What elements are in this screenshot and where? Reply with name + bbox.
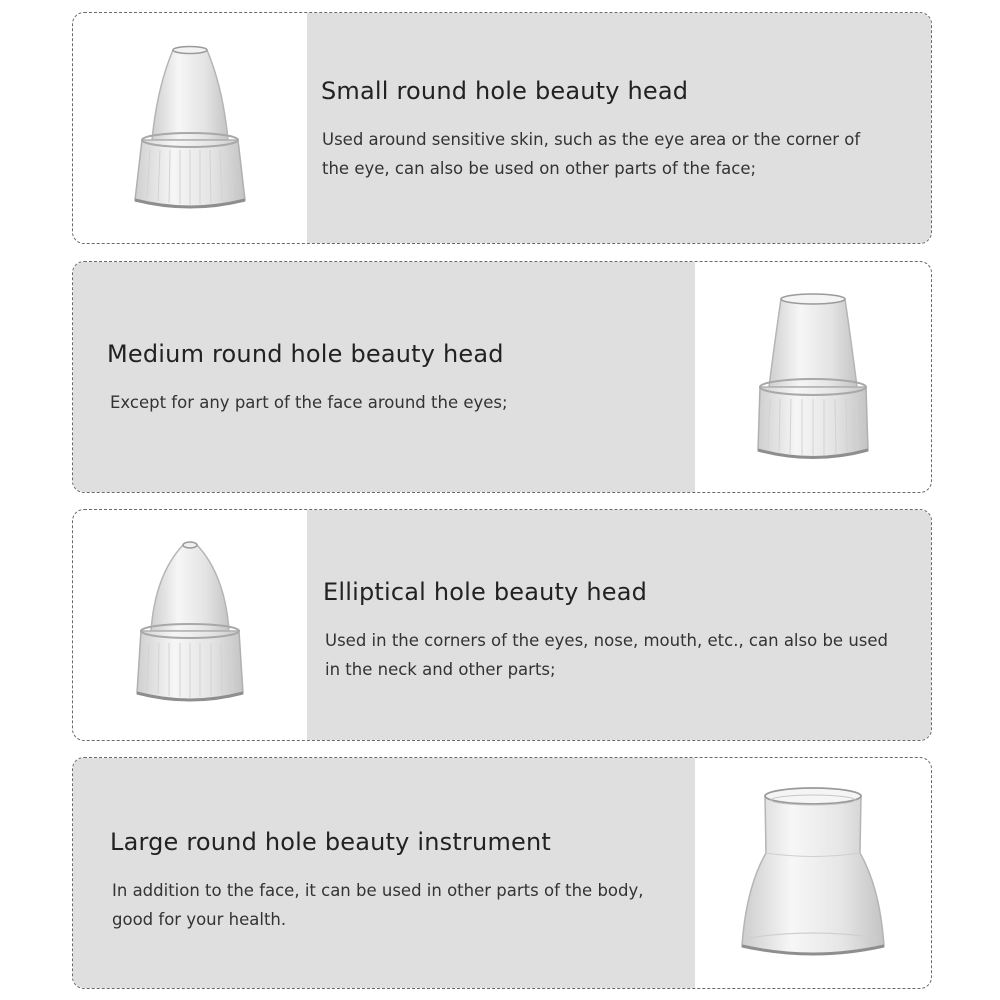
text-panel [73, 758, 695, 988]
medium-round-tip-icon [748, 287, 878, 467]
elliptical-tip-image [73, 510, 307, 740]
large-round-tip-icon [738, 778, 888, 968]
item-description: Used around sensitive skin, such as the eye area or the corner of the eye, can also be used on other parts of the face; [322, 130, 861, 178]
text-panel [73, 262, 695, 492]
product-card-small-round [72, 12, 932, 244]
item-description: In addition to the face, it can be used in other parts of the body, good for your health. [112, 881, 644, 929]
small-round-tip-image [73, 13, 307, 243]
text-panel [307, 13, 931, 243]
small-round-tip-icon [125, 38, 255, 218]
item-title: Elliptical hole beauty head [323, 578, 648, 606]
item-description: Used in the corners of the eyes, nose, mouth, etc., can also be used in the neck and other parts; [325, 631, 888, 679]
item-title: Small round hole beauty head [321, 77, 689, 105]
product-card-large-round [72, 757, 932, 989]
elliptical-tip-icon [125, 535, 255, 715]
text-panel [307, 510, 931, 740]
product-card-elliptical [72, 509, 932, 741]
item-title: Large round hole beauty instrument [110, 828, 552, 856]
medium-round-tip-image [695, 262, 931, 492]
large-round-tip-image [695, 758, 931, 988]
product-card-medium-round [72, 261, 932, 493]
item-title: Medium round hole beauty head [107, 340, 504, 368]
item-description: Except for any part of the face around the eyes; [110, 393, 508, 412]
